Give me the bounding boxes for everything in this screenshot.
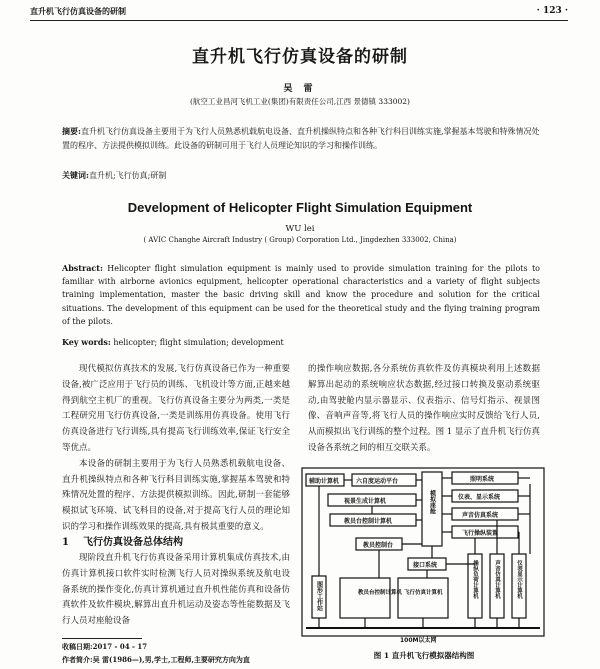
author-chinese: 吴 雷	[283, 84, 317, 94]
page-number: · 123 ·	[536, 6, 568, 16]
label-fuzhu: 辅助计算机	[309, 478, 340, 485]
box-feixing-comp	[398, 578, 448, 618]
label-shengyin-comp: 声音仿真计算机	[494, 560, 500, 599]
label-caozong: 飞行操纵装置	[462, 530, 499, 537]
footnote-received: 收稿日期:2017 - 04 - 17	[62, 642, 148, 651]
intro-column	[62, 362, 290, 536]
section-1-title: 飞行仿真设备总体结构	[82, 537, 183, 548]
intro-paragraph: 本设备的研制主要用于为飞行人员熟悉机载航电设备、直升机操纵特点和各种飞行科目训练实施,掌握基本驾驶和特殊情况处置的程序、方法提供模拟训练。因此,研制一套能够模拟试飞环境、试飞科目的设备,对于提高飞行人员的理论知识的学习和操作训练效果的提高,具有极其重要的意义。	[62, 458, 290, 532]
keywords-chinese	[62, 170, 540, 181]
section-1-heading	[62, 533, 197, 548]
label-network: 100M以太网	[400, 637, 437, 644]
footnote-rule	[62, 638, 142, 639]
affiliation-chinese: (航空工业昌河飞机工业(集团)有限责任公司,江西 景德镇 333002)	[190, 97, 410, 106]
diagram-frame	[302, 468, 544, 636]
keywords-chinese-label: 关键词:	[62, 170, 89, 180]
header-rule	[30, 20, 568, 21]
label-yibiao-comp: 仪表显示计算机	[516, 560, 522, 599]
keywords-chinese-text: 直升机;飞行仿真;研制	[88, 171, 167, 180]
label-tuxing: 图形工作站	[315, 581, 323, 611]
title-chinese: 直升机飞行仿真设备的研制	[192, 47, 408, 67]
right-column	[308, 362, 540, 457]
label-moni: 模拟座舱	[428, 490, 436, 514]
section-1-paragraph: 现阶段直升机飞行仿真设备采用计算机集成仿真技术,由仿真计算机接口软件实时检测飞行人员对操纵系统及航电设备系统的操作变化,仿真计算机通过直升机性能仿真和设备仿真软件及软件模块,解算出直升机运动及姿态等性能数据及飞行人员对座舱设备	[62, 553, 290, 627]
section-1-number: 1	[62, 537, 69, 548]
label-caozong-comp: 操纵负荷计算机	[472, 560, 478, 599]
right-paragraph: 的操作响应数据,各分系统仿真软件及仿真模块利用上述数据解算出起动的系统响应状态数据,经过接口转换及驱动系统驱动,由驾驶舱内显示器显示、仪表指示、信号灯指示、视景图像、音响声音等,将飞行人员的操作响应实时反馈给飞行人员,从而模拟出飞行训练的整个过程。图 1 显示了直升机飞行仿真设备各系统之间的相互交联关系。	[308, 364, 540, 453]
keywords-english-label: Key words:	[62, 337, 111, 347]
label-feixing-comp: 飞行仿真计算机	[404, 590, 443, 596]
label-shengyin: 声音仿真系统	[462, 512, 499, 519]
box-jiaoyuantai-comp	[340, 578, 390, 618]
abstract-chinese	[62, 124, 540, 153]
label-jiaoyuan-comp: 教员台控制计算机	[344, 518, 393, 525]
label-jiekou: 接口系统	[413, 562, 438, 569]
abstract-english-text: Helicopter flight simulation equipment is mainly used to provide simulation training for the pilots to familiar with airborne avionics equipment, helicopter operational characteristics and a variety of flight subjects training implementation, master the basic driving skill and know the procedure and solution for the critical situations. The development of this equipment can be used for the theoretical study and the flying training program of the pilots.	[62, 264, 541, 326]
keywords-english-text: helicopter; flight simulation; development	[113, 338, 284, 347]
affiliation-english: ( AVIC Changhe Aircraft Industry ( Group) Corporation Ltd., Jingdezhen 333002, China)	[143, 236, 457, 244]
figure-caption: 图 1 直升机飞行模拟器结构图	[373, 651, 475, 660]
running-head: 直升机飞行仿真设备的研制	[30, 6, 126, 16]
section-1-body	[62, 551, 290, 630]
label-liuyuan: 六自度运动平台	[356, 478, 399, 485]
author-english: WU lei	[285, 224, 315, 234]
structure-diagram	[300, 466, 548, 646]
intro-paragraph: 现代模拟仿真技术的发展,飞行仿真设备已作为一种重要设备,被广泛应用于飞行员的训练、飞机设计等方面,正越来越得到航空主机厂的重视。飞行仿真设备主要分为两类,一类是工程研究用飞行仿真设备,一类是训练用仿真设备。使用飞行仿真设备进行飞行训练,具有提高飞行训练效率,保证飞行安全等优点。	[62, 364, 290, 453]
label-yibiao: 仪表、显示系统	[458, 494, 501, 501]
keywords-english	[62, 337, 540, 347]
abstract-english-label: Abstract:	[62, 263, 103, 273]
label-zhaoming: 照明系统	[470, 476, 495, 483]
footnote-author: 作者简介:吴 雷(1986—),男,学士,工程师,主要研究方向为直	[62, 655, 250, 664]
abstract-chinese-text: 直升机飞行仿真设备主要用于为飞行人员熟悉机载航电设备、直升机操纵特点和各种飞行科目训练实施,掌握基本驾驶和特殊情况处置的程序、方法提供模拟训练。此设备的研制可用于飞行人员理论知识的学习和操作训练。	[62, 127, 540, 150]
abstract-english	[62, 262, 540, 328]
label-jiaoyuan: 教员控制台	[363, 542, 394, 549]
label-jiaoyuantai-comp: 教员台控制计算机	[358, 590, 403, 596]
title-english: Development of Helicopter Flight Simulation Equipment	[127, 200, 473, 215]
label-shijing-comp: 视景生成计算机	[344, 498, 387, 505]
abstract-chinese-label: 摘要:	[62, 126, 81, 136]
